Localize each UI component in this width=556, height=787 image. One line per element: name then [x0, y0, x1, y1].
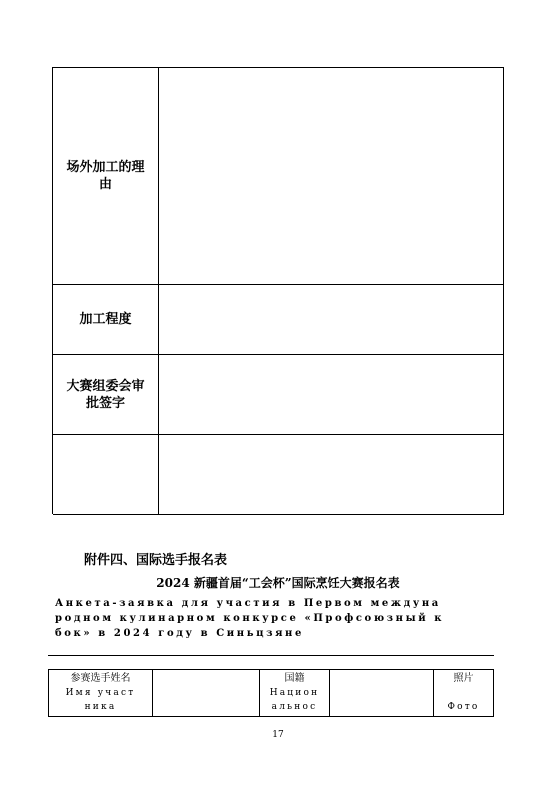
form-title-russian-line: родном кулинарном конкурсе «Профсоюзный к [55, 613, 445, 624]
name-field[interactable] [153, 670, 260, 716]
reason-label: 场外加工的理由 [53, 68, 159, 284]
table-row [53, 285, 504, 355]
nationality-label-ru: альнос [271, 702, 318, 712]
reason-table [52, 67, 504, 514]
blank-value-field[interactable] [159, 435, 504, 514]
photo-cell[interactable] [434, 670, 493, 716]
nationality-label-cell [260, 670, 330, 716]
divider [48, 655, 494, 656]
form-title: 2024 新疆首届“工会杯”国际烹饪大赛报名表 [156, 576, 400, 590]
form-title-russian [55, 596, 495, 641]
processing-degree-field[interactable] [159, 285, 504, 354]
form-title-russian-line: бок» в 2024 году в Синьцзяне [55, 628, 304, 639]
photo-label-ru: Фото [447, 702, 480, 712]
name-label-cell [49, 670, 153, 716]
nationality-field[interactable] [330, 670, 434, 716]
name-label: 参赛选手姓名 [70, 673, 131, 684]
form-title-russian-line: Анкета-заявка для участия в Первом междуна [55, 598, 441, 609]
table-row [53, 355, 504, 435]
table-row [53, 435, 504, 515]
nationality-label: 国籍 [284, 673, 305, 684]
attachment-heading: 附件四、国际选手报名表 [84, 553, 228, 568]
committee-approval-label: 大赛组委会审批签字 [53, 355, 159, 434]
table-row [53, 68, 504, 285]
reason-field[interactable] [159, 68, 504, 284]
processing-degree-label: 加工程度 [53, 285, 159, 354]
photo-label: 照片 [453, 673, 474, 684]
name-label-ru: ника [84, 702, 117, 712]
committee-signature-field[interactable] [159, 355, 504, 434]
registration-form [48, 669, 494, 717]
page-number: 17 [272, 730, 284, 740]
nationality-label-ru: Национ [269, 688, 320, 698]
name-label-ru: Имя участ [65, 688, 136, 698]
blank-label-cell [53, 435, 159, 514]
